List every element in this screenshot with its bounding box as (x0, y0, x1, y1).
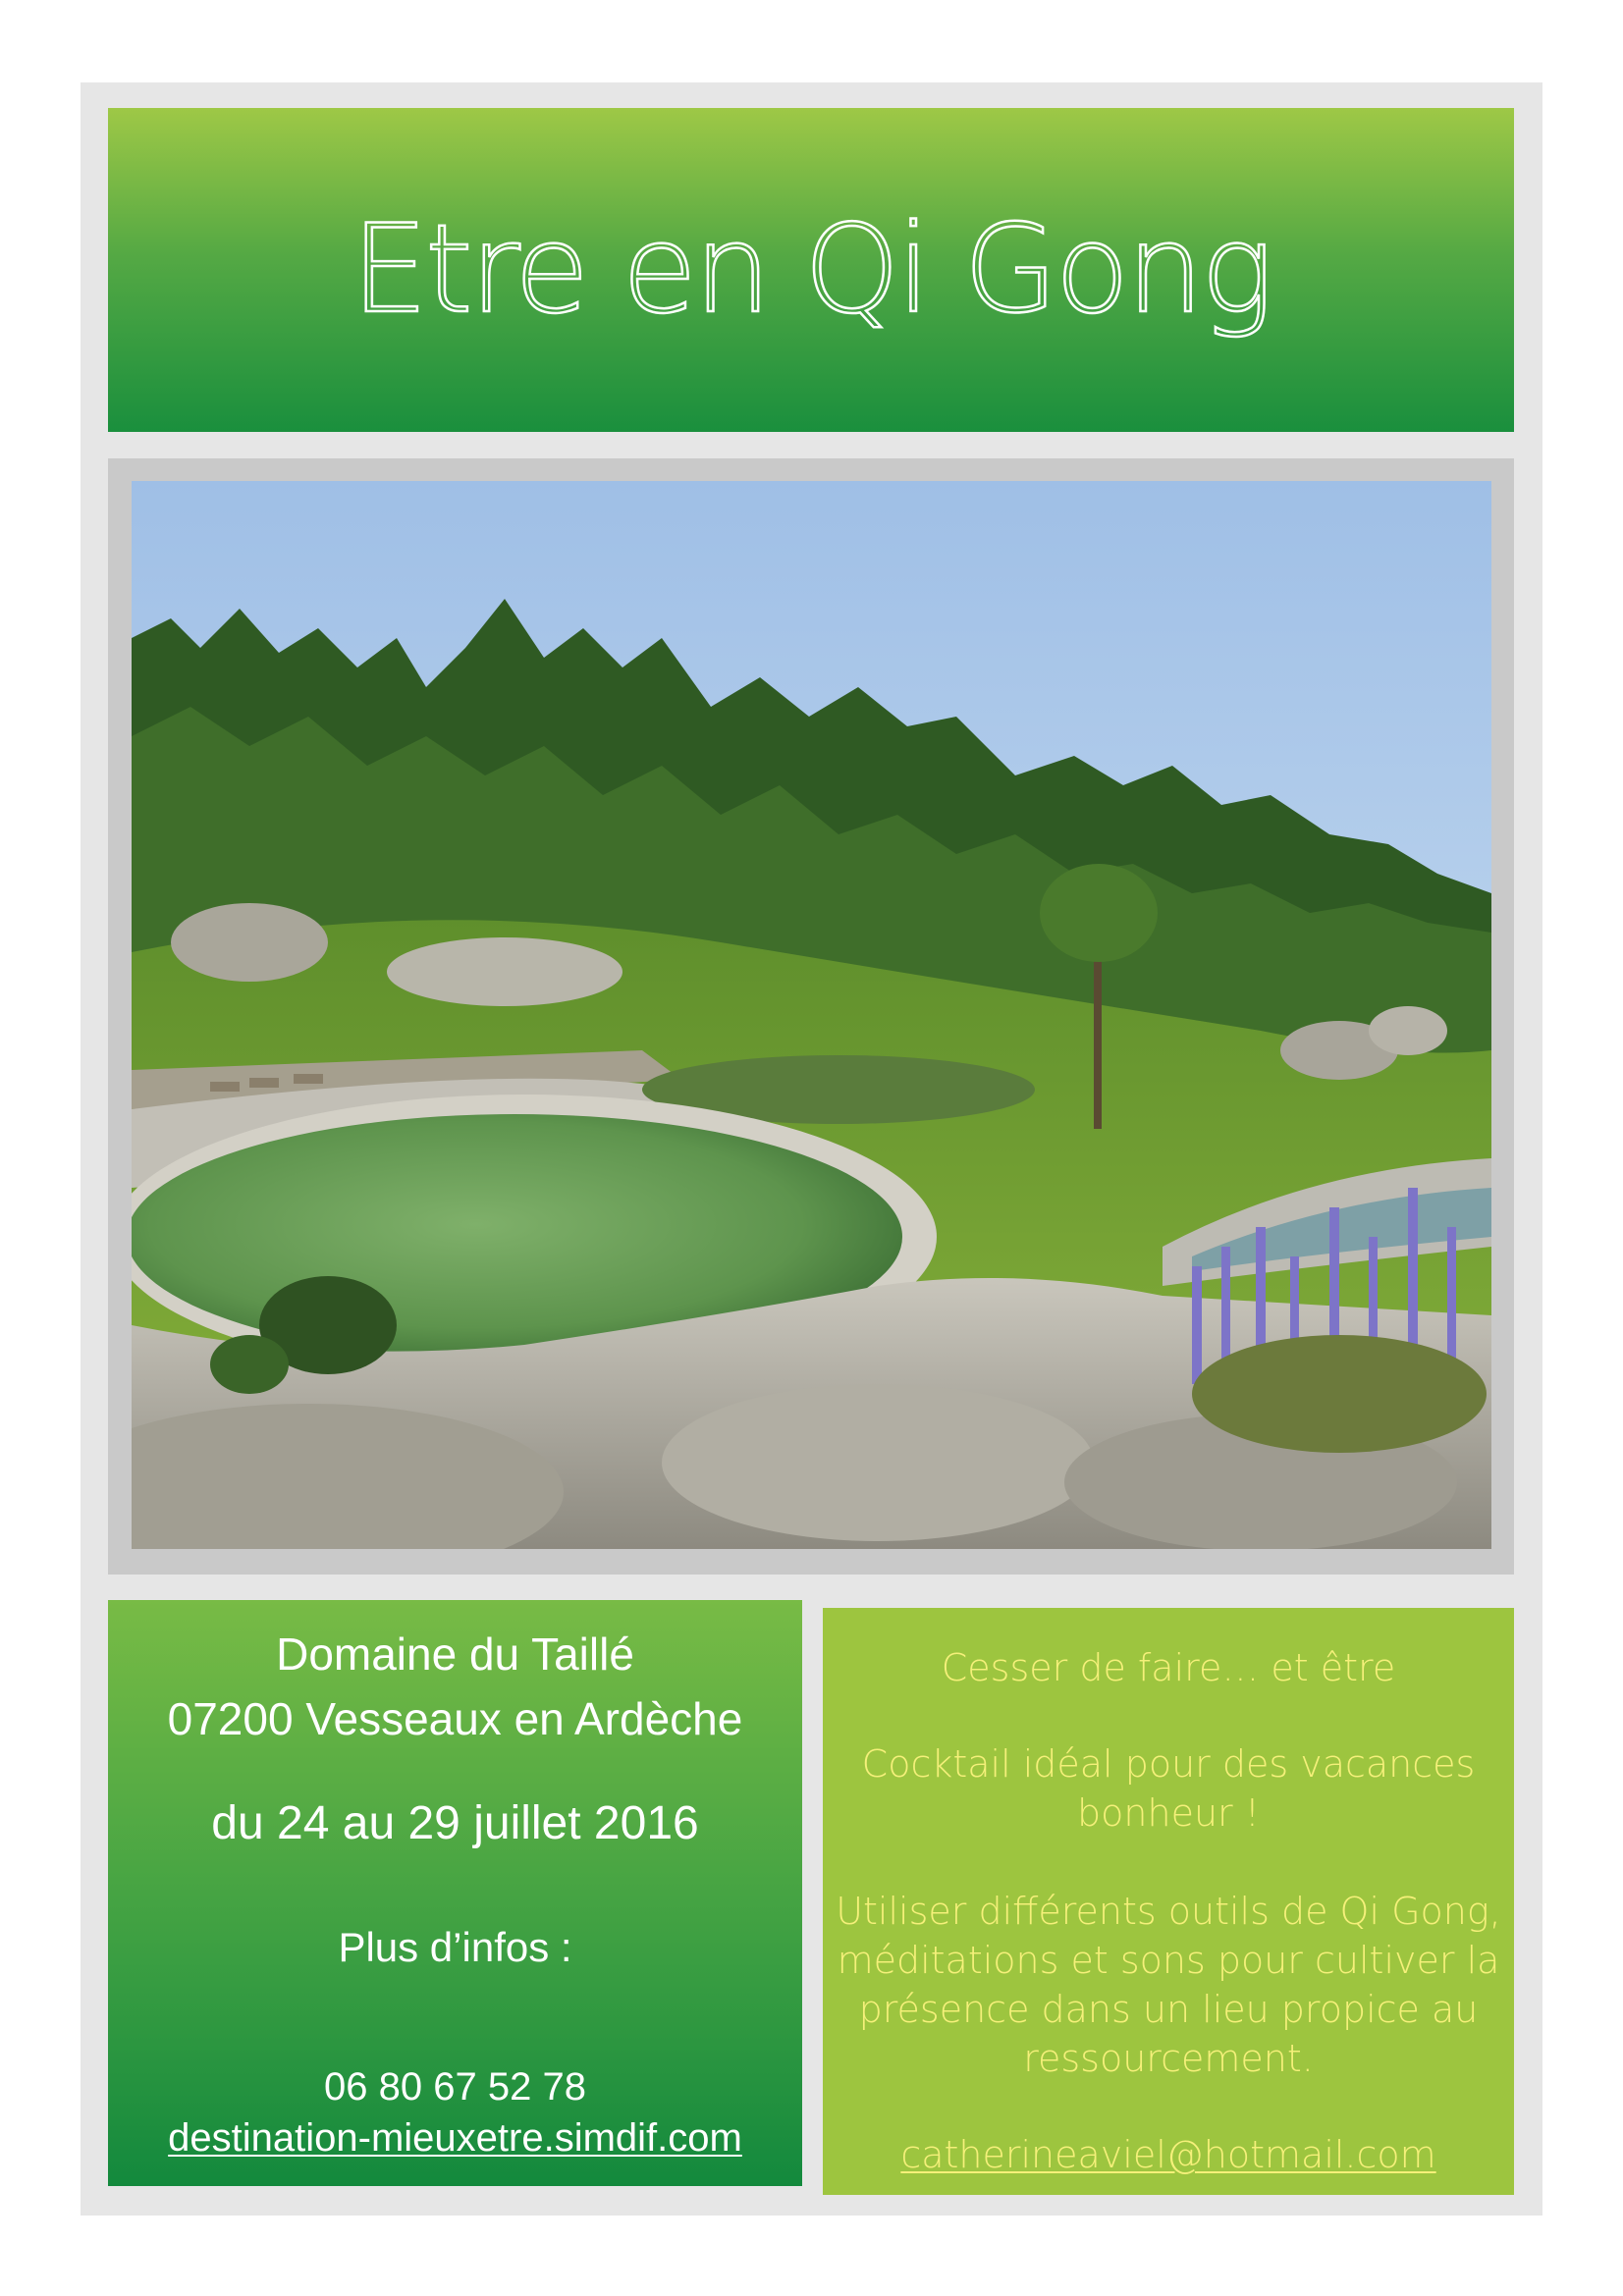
page-title: Etre en Qi Gong (351, 199, 1271, 341)
description-panel (823, 1608, 1514, 2195)
description-line-2: méditations et sons pour cultiver la (837, 1939, 1500, 1982)
phone-number: 06 80 67 52 78 (324, 2065, 586, 2109)
description-line-4: ressourcement. (1023, 2037, 1314, 2080)
event-dates: du 24 au 29 juillet 2016 (211, 1797, 699, 1849)
website-link[interactable]: destination-mieuxetre.simdif.com (168, 2116, 742, 2160)
venue-address: 07200 Vesseaux en Ardèche (167, 1693, 743, 1744)
email-link[interactable]: catherineaviel@hotmail.com (900, 2133, 1436, 2176)
venue-name: Domaine du Taillé (276, 1629, 634, 1680)
cocktail-line-1: Cocktail idéal pour des vacances (861, 1742, 1476, 1786)
natural-pool-landscape-icon (132, 481, 1491, 1549)
more-info-label: Plus d’infos : (338, 1924, 572, 1970)
tagline: Cesser de faire… et être (941, 1646, 1396, 1689)
description-line-1: Utiliser différents outils de Qi Gong, (836, 1890, 1501, 1933)
description-line-3: présence dans un lieu propice au (858, 1988, 1479, 2031)
event-details-panel (108, 1600, 802, 2186)
landscape-photo (132, 481, 1491, 1549)
cocktail-line-2: bonheur ! (1077, 1791, 1260, 1835)
title-banner (108, 108, 1514, 432)
